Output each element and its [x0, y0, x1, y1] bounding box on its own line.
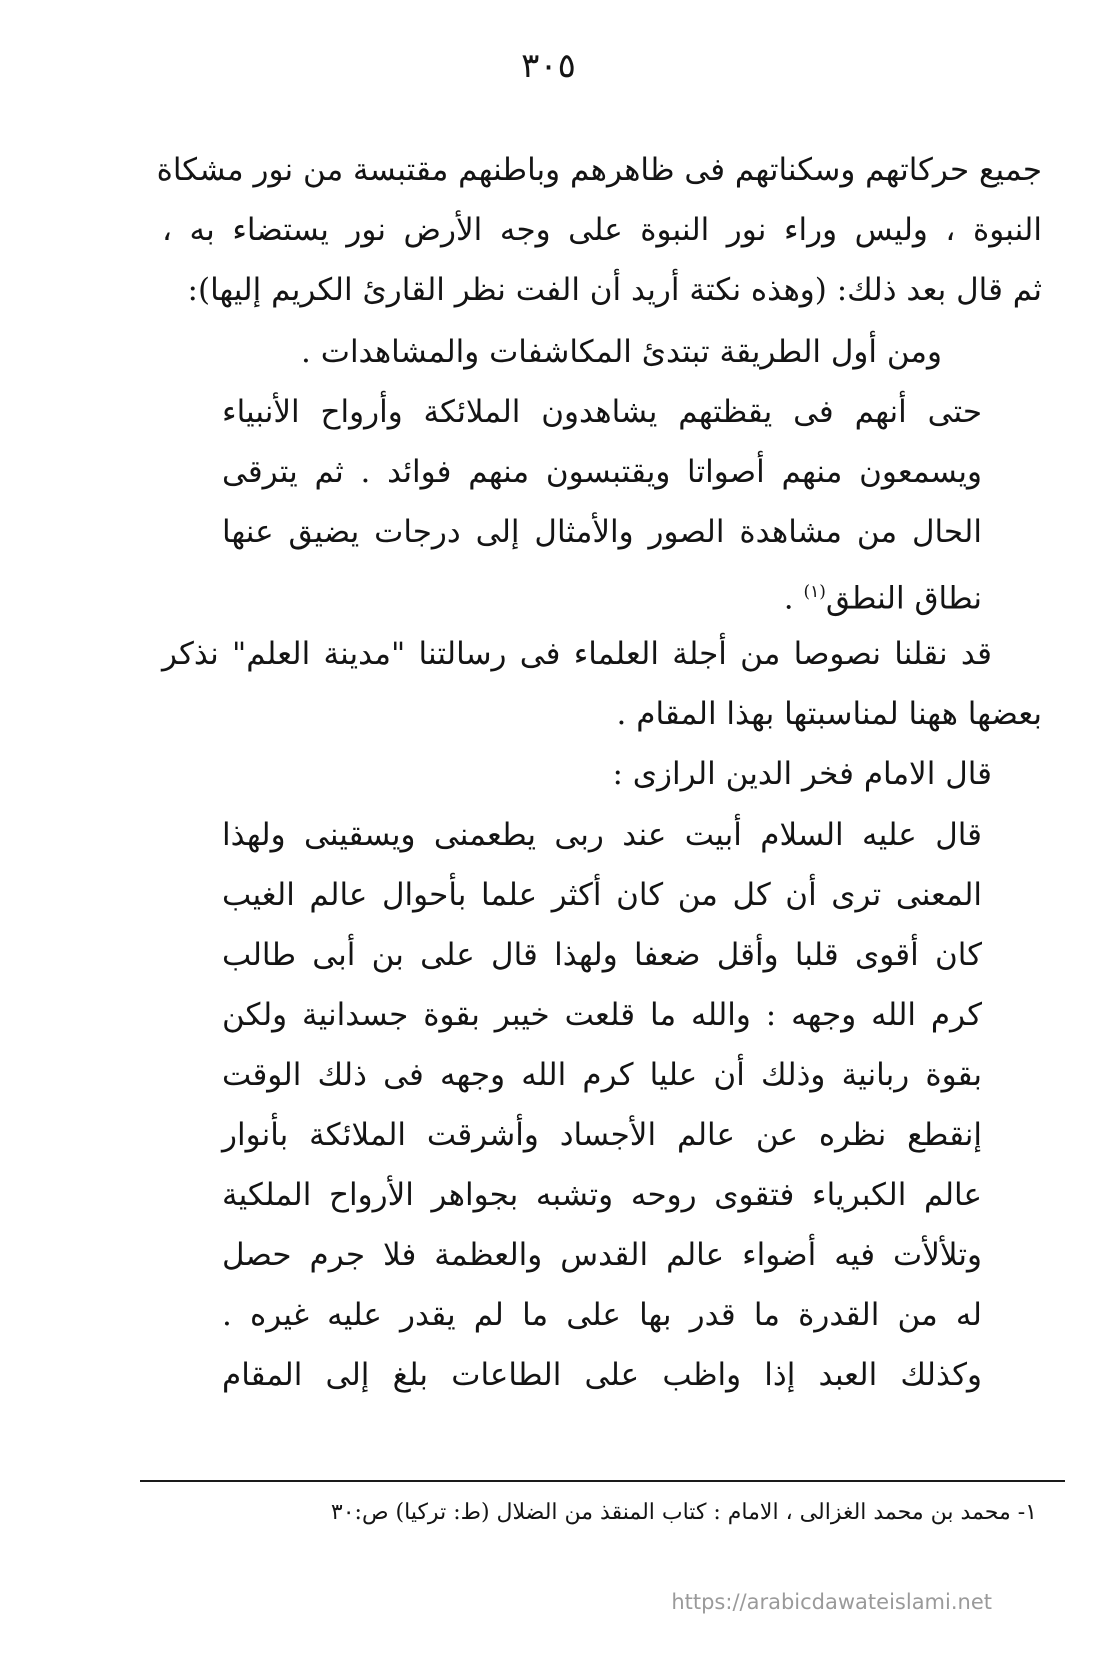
footnote: ١- محمد بن محمد الغزالى ، الامام : كتاب المنقذ من الضلال (ط: تركيا) ص:٣٠	[330, 1500, 1037, 1525]
quote1-line-2: حتى أنهم فى يقظتهم يشاهدون الملائكة وأرواح الأنبياء	[222, 394, 982, 430]
quote2-line-7: عالم الكبرياء فتقوى روحه وتشبه بجواهر الأرواح الملكية	[222, 1177, 982, 1213]
para2-line-1: قد نقلنا نصوصا من أجلة العلماء فى رسالتنا "مدينة العلم" نذكر	[162, 636, 992, 672]
intro-line-3: ثم قال بعد ذلك: (وهذه نكتة أريد أن الفت نظر القارئ الكريم إليها):	[187, 272, 1042, 308]
quote2-line-9: له من القدرة ما قدر بها على ما لم يقدر عليه غيره .	[222, 1297, 982, 1333]
watermark-url: https://arabicdawateislami.net	[671, 1590, 992, 1614]
footnote-divider	[140, 1480, 1065, 1482]
quote2-line-5: بقوة ربانية وذلك أن عليا كرم الله وجهه فى ذلك الوقت	[222, 1057, 982, 1093]
intro-line-2: النبوة ، وليس وراء نور النبوة على وجه الأرض نور يستضاء به ،	[162, 212, 1042, 248]
quote2-line-3: كان أقوى قلبا وأقل ضعفا ولهذا قال على بن أبى طالب	[222, 937, 982, 973]
quote2-line-8: وتلألأت فيه أضواء عالم القدس والعظمة فلا جرم حصل	[222, 1237, 982, 1273]
quote1-line-5-end: .	[783, 580, 804, 617]
quote2-line-1: قال عليه السلام أبيت عند ربى يطعمنى ويسقينى ولهذا	[222, 817, 982, 853]
para2-line-2: بعضها ههنا لمناسبتها بهذا المقام .	[616, 696, 1042, 732]
razi-intro: قال الامام فخر الدين الرازى :	[612, 756, 992, 792]
quote1-line-1: ومن أول الطريقة تبتدئ المكاشفات والمشاهدات .	[301, 334, 942, 370]
quote2-line-6: إنقطع نظره عن عالم الأجساد وأشرقت الملائكة بأنوار	[222, 1117, 982, 1153]
quote1-line-3: ويسمعون منهم أصواتا ويقتبسون منهم فوائد . ثم يترقى	[222, 454, 982, 490]
quote2-line-4: كرم الله وجهه : والله ما قلعت خيبر بقوة جسدانية ولكن	[222, 997, 982, 1033]
footnote-ref: (١)	[803, 582, 826, 602]
intro-line-1: جميع حركاتهم وسكناتهم فى ظاهرهم وباطنهم مقتبسة من نور مشكاة	[156, 152, 1042, 188]
quote2-line-2: المعنى ترى أن كل من كان أكثر علما بأحوال عالم الغيب	[222, 877, 982, 913]
quote1-line-4: الحال من مشاهدة الصور والأمثال إلى درجات يضيق عنها	[222, 514, 982, 550]
page-number: ٣٠٥	[521, 46, 576, 86]
quote1-line-5	[222, 572, 982, 618]
quote1-line-5-text: نطاق النطق	[825, 580, 982, 617]
quote2-line-10: وكذلك العبد إذا واظب على الطاعات بلغ إلى المقام	[222, 1357, 982, 1393]
